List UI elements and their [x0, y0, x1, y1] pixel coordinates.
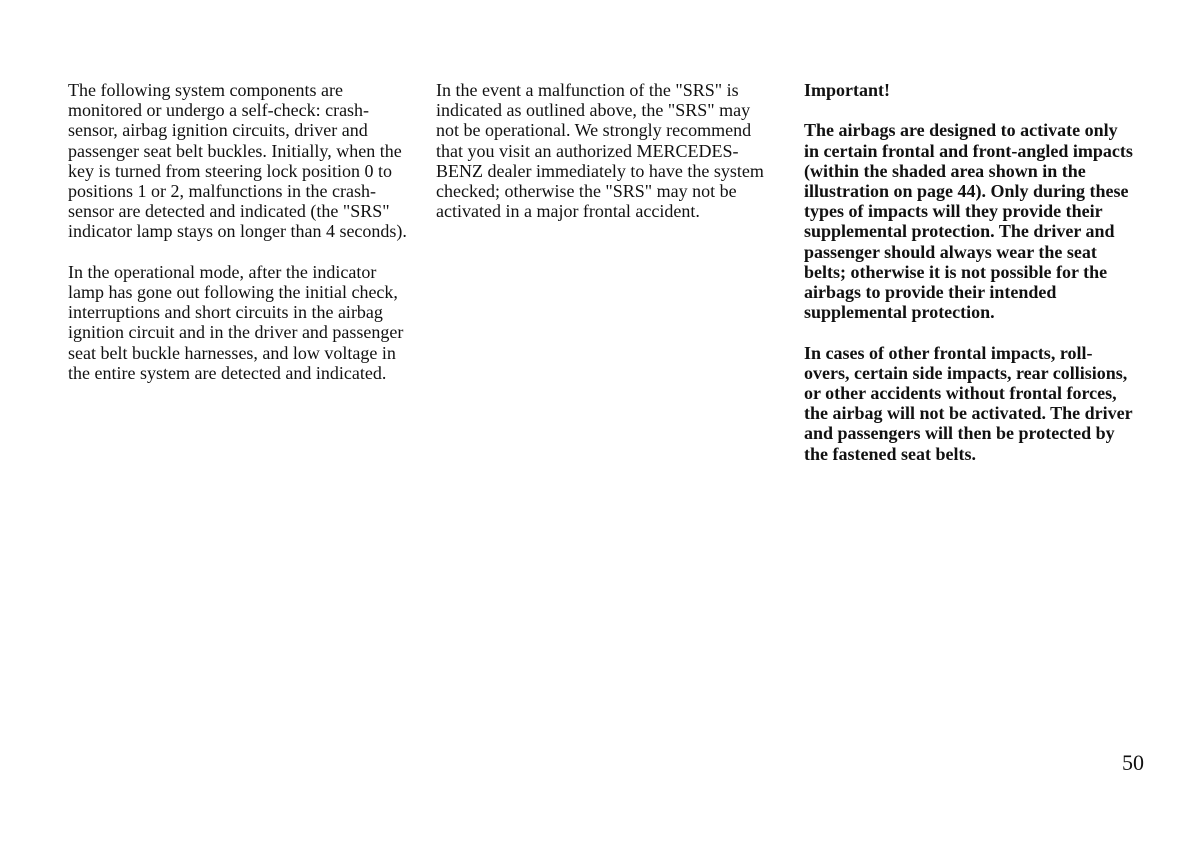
text-column-left [68, 80, 408, 403]
self-check-components-paragraph: The following system components are monitored or undergo a self-check: crash-sensor, airbag ignition circuits, driver and passenger seat belt buckles. Initially, when the key is turned from steering lock position 0 to positions 1 or 2, malfunctions in the crash-sensor are detected and indicated (the "SRS" indicator lamp stays on longer than 4 seconds). [68, 80, 407, 242]
srs-malfunction-paragraph: In the event a malfunction of the "SRS" is indicated as outlined above, the "SRS" may not be operational. We strongly recommend that you visit an authorized MERCEDES-BENZ dealer immediately to have the system checked; otherwise the "SRS" may not be activated in a major frontal accident. [436, 80, 764, 222]
other-impacts-paragraph: In cases of other frontal impacts, roll-overs, certain side impacts, rear collisions, or other accidents without frontal forces, the airbag will not be activated. The driver and passengers will then be protected by the fastened seat belts. [804, 342, 1133, 464]
airbag-activation-paragraph: The airbags are designed to activate only in certain frontal and front-angled impacts (within the shaded area shown in the illustration on page 44). Only during these types of impacts will they provide their supplemental protection. The driver and passenger should always wear the seat belts; otherwise it is not possible for the airbags to provide their intended supplemental protection. [804, 120, 1133, 323]
page-number: 50 [1122, 750, 1144, 775]
text-column-right [804, 80, 1134, 484]
operational-mode-paragraph: In the operational mode, after the indicator lamp has gone out following the initial check, interruptions and short circuits in the airbag ignition circuit and in the driver and passenger seat belt buckle harnesses, and low voltage in the entire system are detected and indicated. [68, 261, 404, 383]
important-heading: Important! [804, 80, 890, 100]
text-column-middle [436, 80, 776, 242]
